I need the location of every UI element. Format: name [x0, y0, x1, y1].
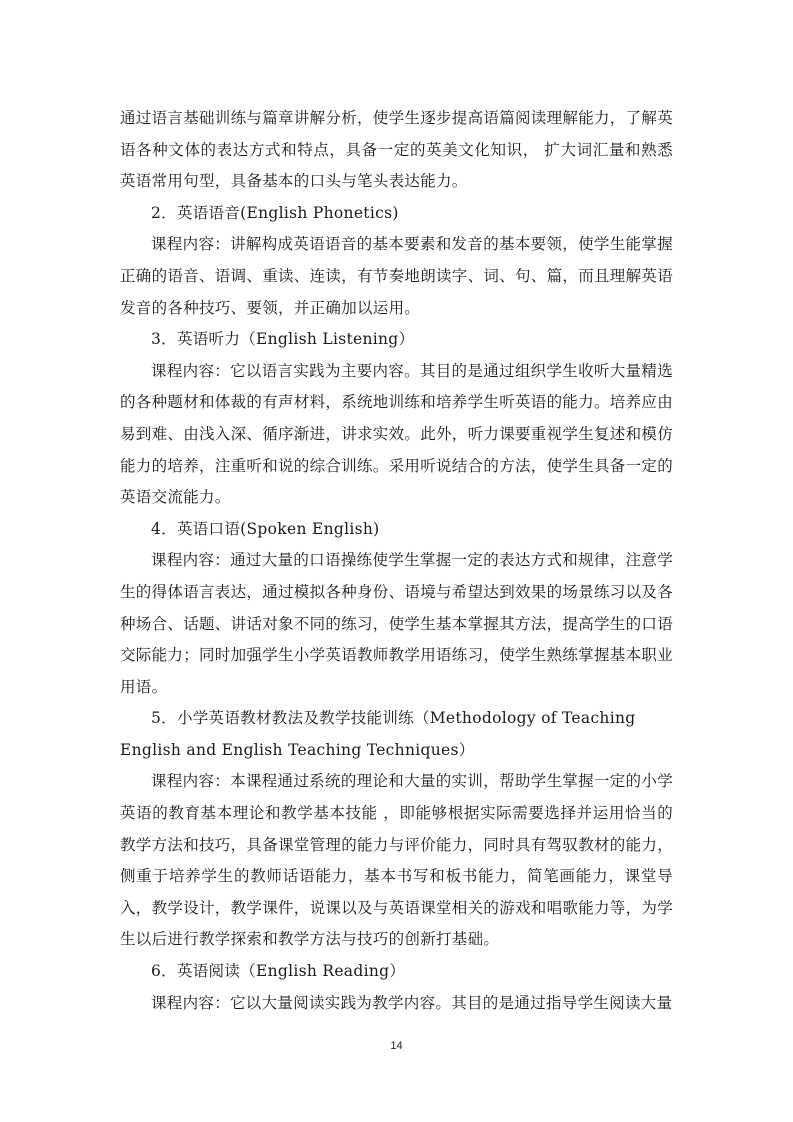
paragraph-listening-content: 课程内容：它以语言实践为主要内容。其目的是通过组织学生收听大量精选的各种题材和体裁的有声材料，系统地训练和培养学生听英语的能力。培养应由易到难、由浅入深、循序渐进，讲求实效。此外，听力课要重视学生复述和模仿能力的培养，注重听和说的综合训练。采用听说结合的方法，使学生具备一定的英语交流能力。: [120, 361, 674, 507]
section-heading-english-phonetics: 2．英语语音(English Phonetics): [151, 203, 399, 222]
section-heading-english-listening: 3．英语听力（English Listening）: [151, 330, 415, 349]
paragraph-methodology-content: 课程内容：本课程通过系统的理论和大量的实训，帮助学生掌握一定的小学英语的教育基本理论和教学基本技能 ，即能够根据实际需要选择并运用恰当的教学方法和技巧，具备课堂管理的能力与评价能力，同时具有驾驭教材的能力，侧重于培养学生的教师话语能力，基本书写和板书能力，简笔画能力，课堂导入，教学设计，教学课件，说课以及与英语课堂相关的游戏和唱歌能力等，为学生以后进行教学探索和教学方法与技巧的创新打基础。: [120, 772, 674, 949]
section-heading-teaching-methodology: 5．小学英语教材教法及教学技能训练（Methodology of Teaching English and English Teaching Techniques）: [120, 709, 636, 759]
section-heading-spoken-english: 4．英语口语(Spoken English): [151, 519, 380, 538]
section-heading-english-reading: 6．英语阅读（English Reading）: [151, 962, 406, 981]
page-number: 14: [390, 1040, 403, 1052]
paragraph-intro-continuation: 通过语言基础训练与篇章讲解分析，使学生逐步提高语篇阅读理解能力，了解英语各种文体的表达方式和特点，具备一定的英美文化知识， 扩大词汇量和熟悉英语常用句型，具备基本的口头与笔头表达能力。: [120, 109, 674, 191]
paragraph-spoken-content: 课程内容：通过大量的口语操练使学生掌握一定的表达方式和规律，注意学生的得体语言表达，通过模拟各种身份、语境与希望达到效果的场景练习以及各种场合、话题、讲话对象不同的练习，使学生基本掌握其方法，提高学生的口语交际能力；同时加强学生小学英语教师教学用语练习，使学生熟练掌握基本职业用语。: [120, 551, 674, 696]
paragraph-phonetics-content: 课程内容：讲解构成英语语音的基本要素和发音的基本要领，使学生能掌握正确的语音、语调、重读、连读，有节奏地朗读字、词、句、篇，而且理解英语发音的各种技巧、要领，并正确加以运用。: [120, 235, 674, 317]
paragraph-reading-content: 课程内容：它以大量阅读实践为教学内容。其目的是通过指导学生阅读大量: [151, 993, 673, 1012]
document-body: [120, 103, 673, 1019]
